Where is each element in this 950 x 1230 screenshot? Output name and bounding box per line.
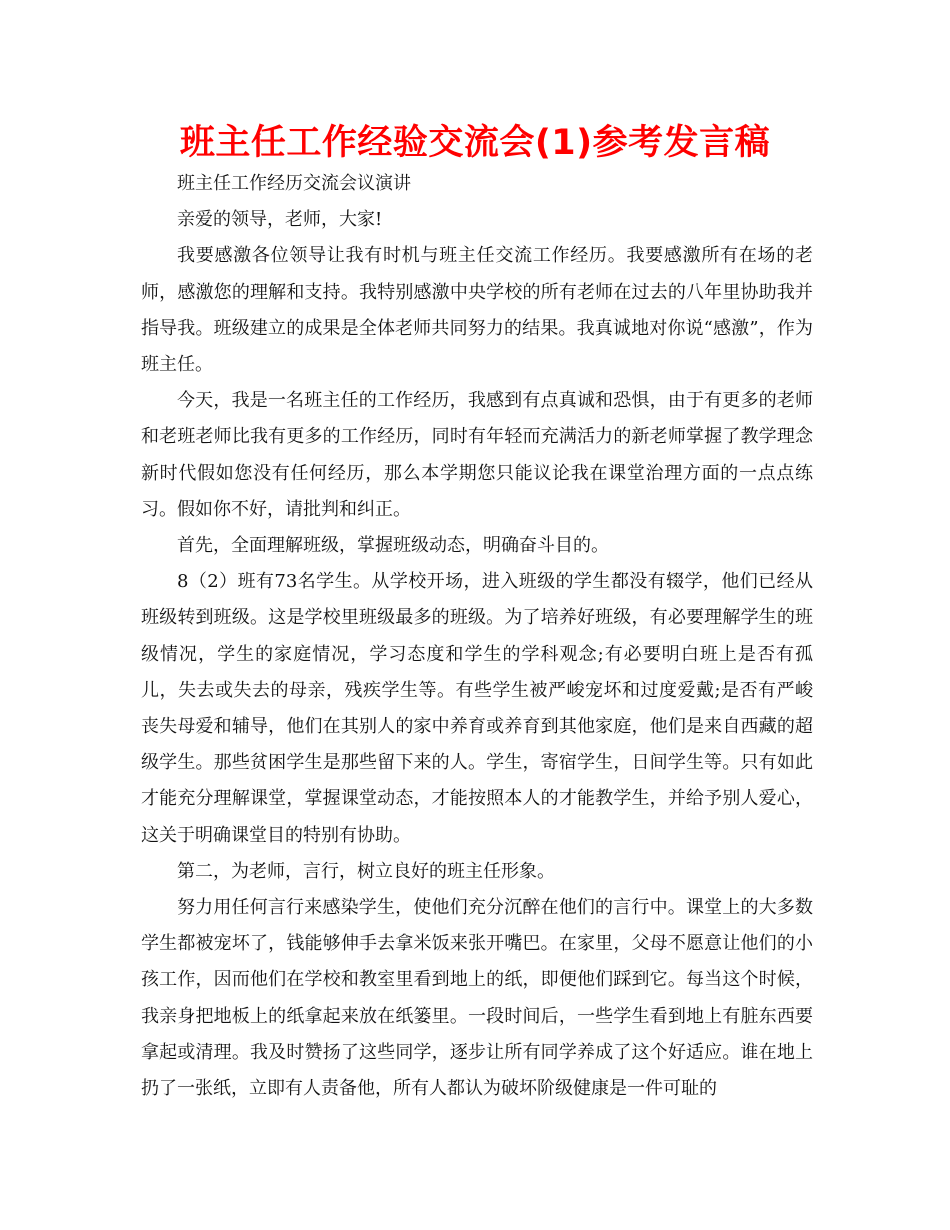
paragraph-thanks: 我要感激各位领导让我有时机与班主任交流工作经历。我要感激所有在场的老师，感激您的理解和支持。我特别感激中央学校的所有老师在过去的八年里协助我并指导我。班级建立的成果是全体老师共同努力的结果。我真诚地对你说“感激”，作为班主任。 (141, 245, 813, 376)
section-heading-second: 第二，为老师，言行，树立良好的班主任形象。 (177, 860, 555, 882)
section-heading-first: 首先，全面理解班级，掌握班级动态，明确奋斗目的。 (177, 535, 609, 557)
paragraph-class-info: 8（2）班有73名学生。从学校开场，进入班级的学生都没有辍学，他们已经从班级转到班级。这是学校里班级最多的班级。为了培养好班级，有必要理解学生的班级情况，学生的家庭情况，学习态度和学生的学科观念;有必要明白班上是否有孤儿，失去或失去的母亲，残疾学生等。有些学生被严峻宠坏和过度爱戴;是否有严峻丧失母爱和辅导，他们在其别人的家中养育或养育到其他家庭，他们是来自西藏的超级学生。那些贫困学生是那些留下来的人。学生，寄宿学生，日间学生等。只有如此才能充分理解课堂，掌握课堂动态，才能按照本人的才能教学生，并给予别人爱心，这关于明确课堂目的特别有协助。 (141, 571, 813, 846)
document-body (141, 166, 813, 1107)
speech-heading: 班主任工作经历交流会议演讲 (177, 173, 411, 194)
paragraph-intro: 今天，我是一名班主任的工作经历，我感到有点真诚和恐惧，由于有更多的老师和老班老师比我有更多的工作经历，同时有年轻而充满活力的新老师掌握了教学理念新时代假如您没有任何经历，那么本学期您只能议论我在课堂治理方面的一点点练习。假如你不好，请批判和纠正。 (141, 390, 813, 520)
salutation: 亲爱的领导，老师，大家! (177, 209, 383, 231)
document-title: 班主任工作经验交流会(1)参考发言稿 (179, 123, 771, 163)
paragraph-role-model: 努力用任何言行来感染学生，使他们充分沉醉在他们的言行中。课堂上的大多数学生都被宠坏了，钱能够伸手去拿米饭来张开嘴巴。在家里，父母不愿意让他们的小孩工作，因而他们在学校和教室里看到地上的纸，即便他们踩到它。每当这个时候，我亲身把地板上的纸拿起来放在纸篓里。一段时间后，一些学生看到地上有脏东西要拿起或清理。我及时赞扬了这些同学，逐步让所有同学养成了这个好适应。谁在地上扔了一张纸，立即有人责备他，所有人都认为破坏阶级健康是一件可耻的 (141, 897, 813, 1100)
